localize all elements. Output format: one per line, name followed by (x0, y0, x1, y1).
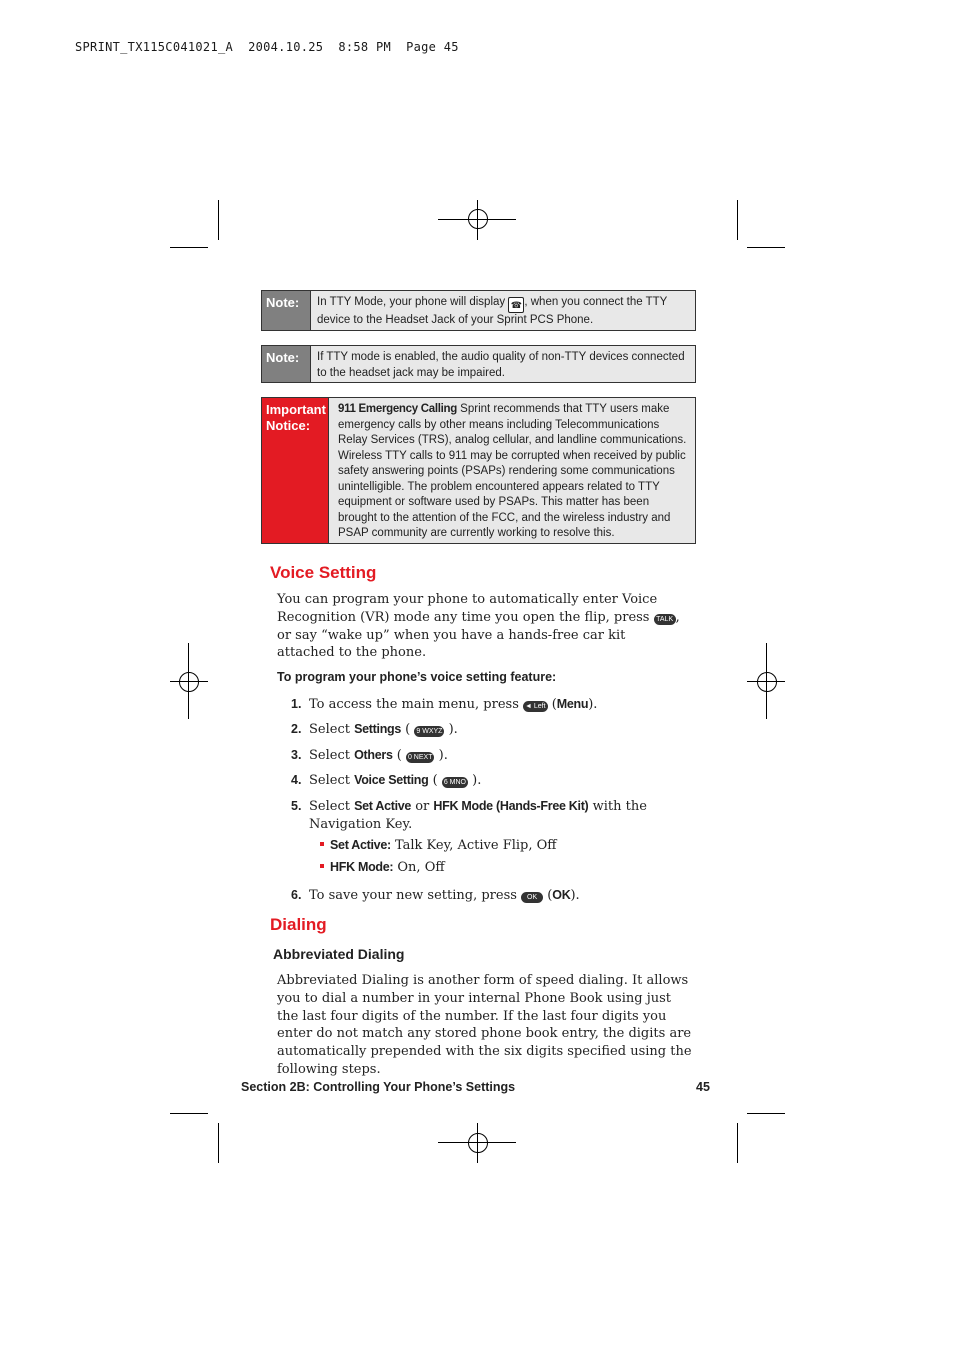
key-6-icon: 6 MNO (443, 779, 466, 786)
dialing-heading: Dialing (270, 915, 327, 934)
settings-label: Settings (354, 722, 402, 736)
footer-section-title: Section 2B: Controlling Your Phone’s Settings (241, 1080, 516, 1094)
bullet-set-active (320, 838, 557, 853)
step-text: Select (309, 722, 350, 737)
key-0-icon: 0 NEXT (407, 754, 433, 761)
bullet-value: Talk Key, Active Flip, Off (390, 838, 557, 853)
paren: ). (448, 722, 458, 737)
important-text (328, 398, 695, 543)
note-box-tty-display (261, 290, 696, 331)
step-3 (291, 746, 691, 765)
note-text (310, 291, 695, 330)
hfk-mode-label: HFK Mode (Hands-Free Kit) (433, 799, 589, 813)
step-number: 4. (291, 773, 302, 787)
bullet-hfk-mode (320, 860, 445, 875)
paren: ). (472, 773, 482, 788)
paren: ). (588, 697, 598, 712)
menu-label: Menu (556, 697, 589, 711)
step-1 (291, 695, 691, 714)
voice-setting-intro (277, 591, 682, 662)
bullet-square-icon (320, 842, 324, 846)
ok-label: OK (552, 888, 571, 902)
step-5 (291, 797, 651, 834)
step-text: To save your new setting, press (309, 888, 517, 903)
note-text-part1: In TTY Mode, your phone will display (317, 296, 506, 308)
abbreviated-dialing-subheading: Abbreviated Dialing (273, 946, 405, 962)
step-number: 6. (291, 888, 302, 902)
bullet-label: HFK Mode: (330, 860, 394, 874)
paren: ( (551, 697, 557, 712)
important-body: Sprint recommends that TTY users make emergency calls by other means including Telecommunications Relay Services (TRS), analog cellular, and landline communications. Wireless TTY calls to 911 may be corrupted when received by public safety answering points (PSAPs) rendering some communications unintelligible. The problem encountered appears related to TTY equipment or software used by PSAPs. This matter has been brought to the attention of the FCC, and the wireless industry and PSAP community are currently working to resolve this. (338, 403, 687, 539)
note-label: Note: (262, 346, 310, 382)
left-softkey-icon: ◄ Left (525, 703, 546, 710)
talk-key-icon: TALK (654, 614, 676, 625)
important-notice-box (261, 397, 696, 544)
note-label: Note: (262, 291, 310, 330)
step-number: 1. (291, 697, 302, 711)
print-header: SPRINT_TX115C041021_A 2004.10.25 8:58 PM Page 45 (75, 40, 459, 54)
important-label: Important Notice: (262, 398, 328, 543)
ok-key-icon: OK (521, 892, 543, 903)
tty-icon: ☎ (508, 297, 524, 313)
voice-setting-subheading: To program your phone’s voice setting feature: (277, 670, 557, 684)
step-2 (291, 720, 691, 739)
page-number: 45 (696, 1080, 710, 1094)
note-text: If TTY mode is enabled, the audio quality of non-TTY devices connected to the headset jack may be impaired. (310, 346, 695, 382)
abbreviated-dialing-text: Abbreviated Dialing is another form of speed dialing. It allows you to dial a number in your internal Phone Book using just the last four digits of the number. If the last four digits you enter do not match any stored phone book entry, the digits are automatically prepended with the six digits specified using the following steps. (277, 973, 692, 1077)
step-text: or (415, 799, 430, 814)
voice-setting-label: Voice Setting (354, 773, 429, 787)
paren: ( (547, 888, 553, 903)
step-number: 3. (291, 748, 302, 762)
paren: ( (396, 748, 402, 763)
paren: ( (432, 773, 438, 788)
others-label: Others (354, 748, 393, 762)
paren: ). (438, 748, 448, 763)
intro-text-1: You can program your phone to automatically enter Voice Recognition (VR) mode any time you open the flip, press (277, 592, 658, 625)
step-number: 2. (291, 722, 302, 736)
step-text: To access the main menu, press (309, 697, 519, 712)
step-text: Select (309, 799, 350, 814)
intro-text-2: , or say “wake up” when you have a hands-free car kit attached to the phone. (277, 609, 680, 661)
important-title: 911 Emergency Calling (338, 403, 457, 415)
step-number: 5. (291, 799, 302, 813)
key-9-icon: 9 WXYZ (416, 728, 443, 735)
step-text: with the Navigation Key. (309, 799, 647, 832)
step-4 (291, 771, 691, 790)
step-text: Select (309, 773, 350, 788)
note-text-part2: , when you connect the TTY device to the Headset Jack of your Sprint PCS Phone. (317, 296, 668, 326)
step-text: Select (309, 748, 350, 763)
bullet-value: On, Off (393, 860, 445, 875)
paren: ). (570, 888, 580, 903)
bullet-square-icon (320, 864, 324, 868)
paren: ( (405, 722, 411, 737)
voice-setting-heading: Voice Setting (270, 563, 377, 582)
note-box-audio-quality (261, 345, 696, 383)
step-6 (291, 886, 691, 905)
set-active-label: Set Active (354, 799, 412, 813)
bullet-label: Set Active: (330, 838, 391, 852)
